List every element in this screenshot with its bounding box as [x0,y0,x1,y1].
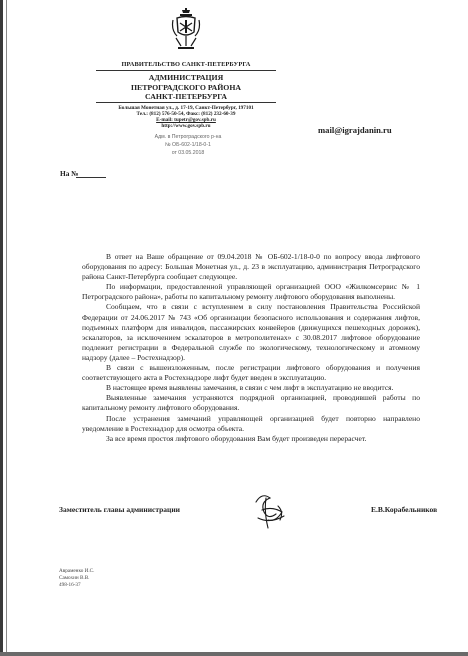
body-paragraph: После устранения замечаний управляющей организацией будет повторно направлено уведомление в Ростехнадзор для осмотра объекта. [82,413,420,433]
letterhead-rule-bottom [96,102,276,103]
signatory-position: Заместитель главы администрации [59,505,181,514]
letterhead-email: E-mail: tupetr@gov.spb.ru [156,117,216,123]
executor-phone: 498-16-37 [59,582,81,588]
registration-date: от 03.05.2018 [171,150,205,156]
executor-name: Авраменко И.С. [59,568,95,574]
body-paragraph: За все время простоя лифтового оборудования Вам будет произведен перерасчет. [106,433,367,443]
scan-edge-line [6,0,7,656]
administration-title-line: ПЕТРОГРАДСКОГО РАЙОНА [130,82,242,92]
government-name: ПРАВИТЕЛЬСТВО САНКТ-ПЕТЕРБУРГА [121,61,251,68]
signatory-name: Е.В.Корабельников [371,505,438,514]
administration-title [96,73,276,102]
letterhead-address: Большая Монетная ул., д. 17-19, Санкт-Петербург, 197101 [118,105,254,111]
letterhead-phone: Тел.: (812) 576-50-54, Факс: (812) 232-60-39 [136,111,236,117]
administration-title-line: АДМИНИСТРАЦИЯ [148,73,224,82]
reference-line [76,177,106,178]
body-paragraph: Сообщаем, что в связи с вступлением в силу постановления Правительства Российской Федерации от 24.06.2017 № 743 «Об организации безопасного использования и содержания лифтов, подъемных платформ для инвалидов, пассажирских конвейеров (движущихся пешеходных дорожек), эскалаторов, за исключением эскалаторов в метрополитенах» с 30.08.2017 лифтовое оборудование подлежит регистрации в Федеральной службе по экологическому, технологическому и атомному надзору (далее – Ростехнадзор). [82,302,420,362]
reference-label: На № [60,169,79,178]
recipient-email: mail@igrajdanin.ru [318,125,392,135]
registration-stamp-line: Адм. в Петроградского р-на [154,134,222,140]
registration-number: № ОБ-602-1/18-0-1 [165,142,211,148]
body-paragraph: В связи с вышеизложенным, после регистрации лифтового оборудования и получения соответствующего акта в Ростехнадзоре лифт будет введен в эксплуатацию. [82,363,420,383]
body-paragraph: По информации, предоставленной управляющей организацией ООО «Жилкомсервис № 1 Петроградского района», работы по капитальному ремонту лифтового оборудования выполнены. [82,282,420,302]
letterhead-website: http://www.gov.spb.ru [161,123,211,129]
scan-edge-shadow [0,0,3,656]
administration-title-line: САНКТ-ПЕТЕРБУРГА [145,92,227,102]
body-paragraph: В ответ на Ваше обращение от 09.04.2018 № ОБ-602-1/18-0-0 по вопросу ввода лифтового оборудования по адресу: Большая Монетная ул., д. 23 в эксплуатацию, администрация Петроградского района Санкт-Петербурга сообщает следующее. [82,252,420,282]
executor-name: Самохин В.В. [59,575,90,581]
body-paragraph: В настоящее время выявлены замечания, в связи с чем лифт в эксплуатацию не вводится. [106,383,394,393]
handwritten-signature-icon [250,488,292,532]
coat-of-arms-icon [171,8,201,52]
letterhead-rule-top [96,70,276,71]
scan-bottom-edge [0,652,468,656]
body-paragraph: Выявленные замечания устраняются подрядной организацией, проводившей работы по капитальному ремонту лифтового оборудования. [82,393,420,413]
letter-body [82,252,420,444]
